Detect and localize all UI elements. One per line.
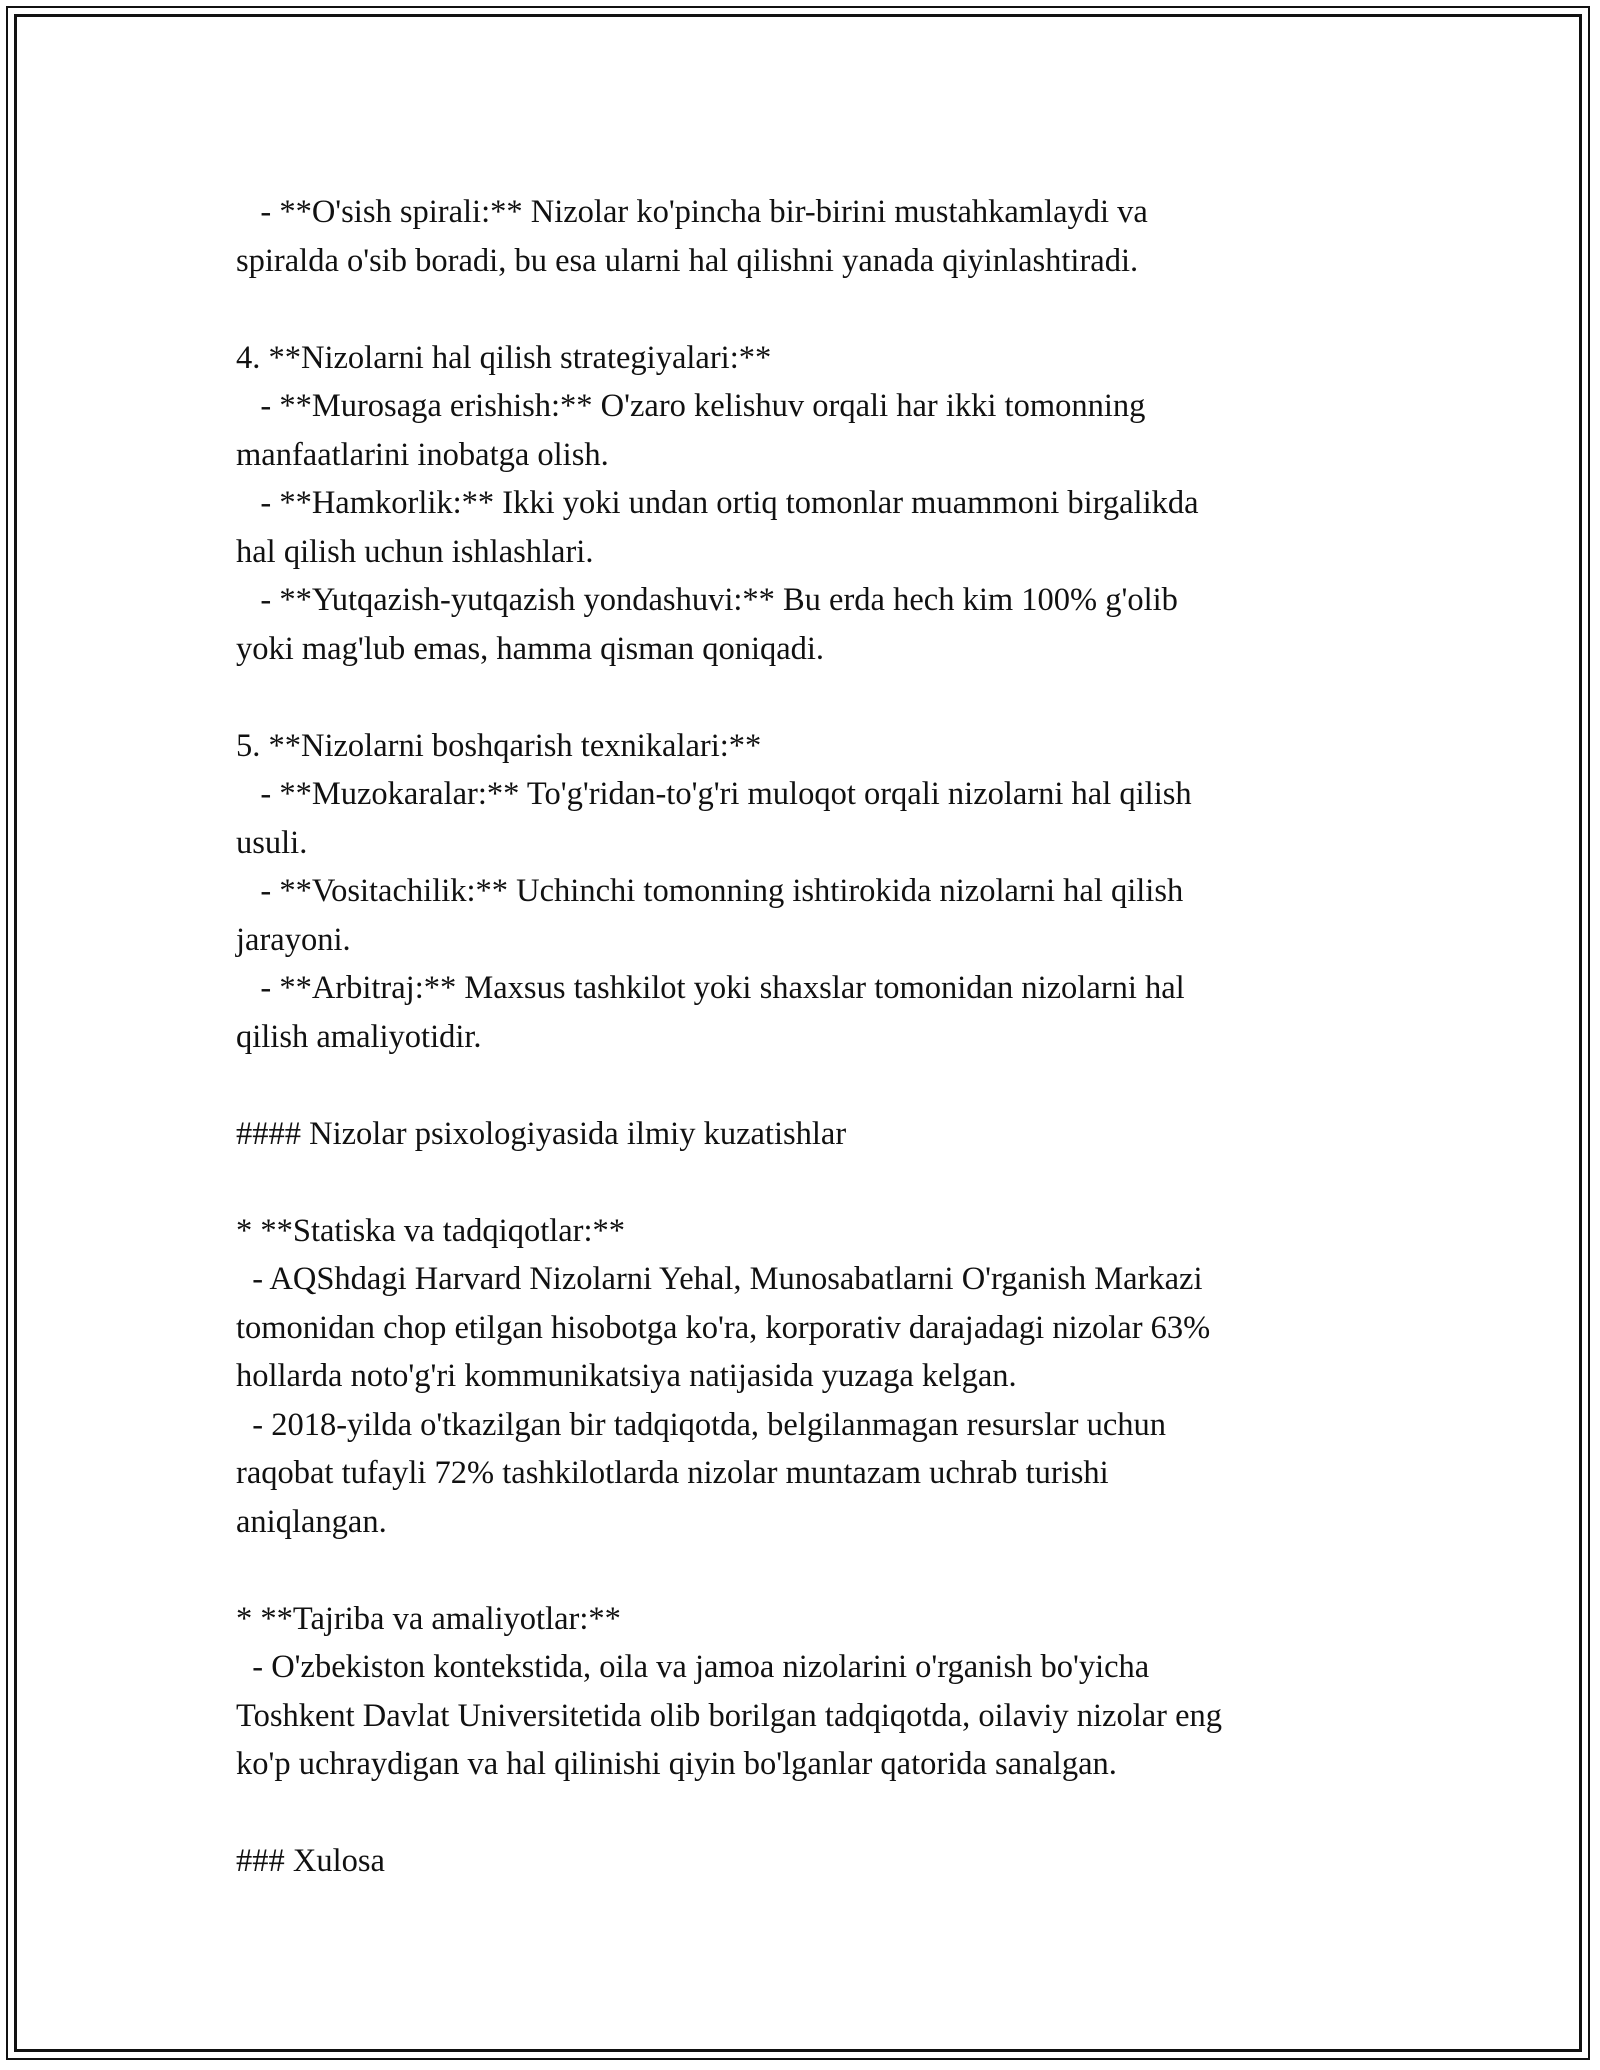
text-line: jarayoni. [236, 921, 351, 958]
text-line: - O'zbekiston kontekstida, oila va jamoa nizolarini o'rganish bo'yicha [236, 1649, 1150, 1685]
text-line: - **Arbitraj:** Maxsus tashkilot yoki shaxslar tomonidan nizolarni hal [236, 970, 1185, 1006]
text-line: aniqlangan. [236, 1503, 387, 1540]
text-line: raqobat tufayli 72% tashkilotlarda nizolar muntazam uchrab turishi [236, 1455, 1109, 1491]
text-line: manfaatlarini inobatga olish. [236, 436, 609, 473]
text-line: yoki mag'lub emas, hamma qisman qoniqadi. [236, 630, 825, 667]
text-line: - AQShdagi Harvard Nizolarni Yehal, Munosabatlarni O'rganish Markazi [236, 1261, 1203, 1297]
text-line: - **Muzokaralar:** To'g'ridan-to'g'ri muloqot orqali nizolarni hal qilish [236, 776, 1192, 812]
blank-line [236, 1061, 1376, 1110]
text-line: - **O'sish spirali:** Nizolar ko'pincha bir-birini mustahkamlaydi va [236, 194, 1148, 230]
text-line: - **Yutqazish-yutqazish yondashuvi:** Bu erda hech kim 100% g'olib [236, 582, 1178, 618]
subheading: #### Nizolar psixologiyasida ilmiy kuzatishlar [236, 1115, 847, 1152]
text-line: Toshkent Davlat Universitetida olib borilgan tadqiqotda, oilaviy nizolar eng [236, 1697, 1223, 1734]
conclusion-heading: ### Xulosa [236, 1843, 385, 1879]
text-line: spiralda o'sib boradi, bu esa ularni hal qilishni yanada qiyinlashtiradi. [236, 242, 1139, 279]
text-line: qilish amaliyotidir. [236, 1018, 482, 1055]
text-line: - **Hamkorlik:** Ikki yoki undan ortiq tomonlar muammoni birgalikda [236, 485, 1199, 521]
text-line: - **Vositachilik:** Uchinchi tomonning ishtirokida nizolarni hal qilish [236, 873, 1184, 909]
document-text [236, 188, 1376, 1886]
section-heading: 4. **Nizolarni hal qilish strategiyalari:** [236, 339, 772, 376]
text-line: hollarda noto'g'ri kommunikatsiya natijasida yuzaga kelgan. [236, 1358, 1017, 1394]
blank-line [236, 1158, 1376, 1207]
blank-line [236, 673, 1376, 722]
text-line: - 2018-yilda o'tkazilgan bir tadqiqotda, belgilanmagan resurslar uchun [236, 1406, 1167, 1443]
text-line: ko'p uchraydigan va hal qilinishi qiyin bo'lganlar qatorida sanalgan. [236, 1746, 1117, 1782]
bullet-heading: * **Statiska va tadqiqotlar:** [236, 1212, 626, 1249]
bullet-heading: * **Tajriba va amaliyotlar:** [236, 1600, 621, 1637]
section-heading: 5. **Nizolarni boshqarish texnikalari:** [236, 727, 762, 764]
blank-line [236, 1789, 1376, 1838]
text-line: hal qilish uchun ishlashlari. [236, 533, 594, 570]
text-line: - **Murosaga erishish:** O'zaro kelishuv orqali har ikki tomonning [236, 388, 1146, 424]
blank-line [236, 1546, 1376, 1595]
text-line: usuli. [236, 824, 308, 861]
text-line: tomonidan chop etilgan hisobotga ko'ra, korporativ darajadagi nizolar 63% [236, 1309, 1211, 1346]
blank-line [236, 285, 1376, 334]
